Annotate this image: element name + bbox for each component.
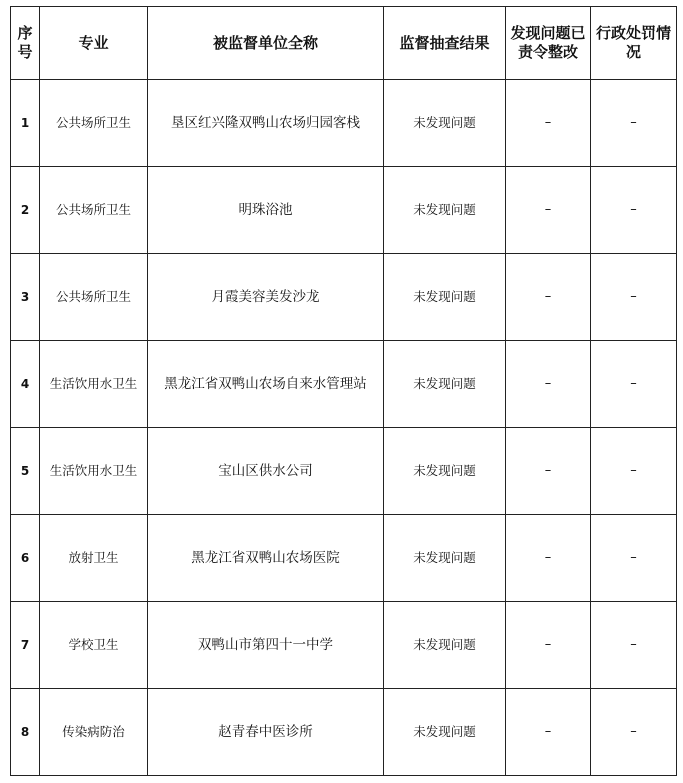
cell-unit: 赵青春中医诊所 <box>148 689 384 776</box>
table-row <box>11 167 677 254</box>
table-row <box>11 689 677 776</box>
cell-unit: 垦区红兴隆双鸭山农场归园客栈 <box>148 80 384 167</box>
cell-penalty: – <box>591 80 677 167</box>
cell-rectify: – <box>506 167 591 254</box>
header-penalty: 行政处罚情况 <box>591 7 677 80</box>
cell-specialty: 生活饮用水卫生 <box>40 341 148 428</box>
cell-penalty: – <box>591 602 677 689</box>
cell-penalty: – <box>591 515 677 602</box>
cell-penalty: – <box>591 167 677 254</box>
table-row <box>11 254 677 341</box>
cell-unit: 黑龙江省双鸭山农场自来水管理站 <box>148 341 384 428</box>
cell-specialty: 公共场所卫生 <box>40 254 148 341</box>
cell-result: 未发现问题 <box>384 515 506 602</box>
cell-unit: 月霞美容美发沙龙 <box>148 254 384 341</box>
cell-result: 未发现问题 <box>384 428 506 515</box>
table-row <box>11 80 677 167</box>
cell-result: 未发现问题 <box>384 689 506 776</box>
cell-result: 未发现问题 <box>384 341 506 428</box>
cell-unit: 双鸭山市第四十一中学 <box>148 602 384 689</box>
table-row <box>11 602 677 689</box>
table-row <box>11 428 677 515</box>
table-row <box>11 515 677 602</box>
cell-rectify: – <box>506 602 591 689</box>
header-unit: 被监督单位全称 <box>148 7 384 80</box>
cell-seq: 4 <box>11 341 40 428</box>
cell-specialty: 学校卫生 <box>40 602 148 689</box>
inspection-results-table <box>10 6 677 776</box>
cell-result: 未发现问题 <box>384 602 506 689</box>
cell-rectify: – <box>506 254 591 341</box>
cell-result: 未发现问题 <box>384 167 506 254</box>
cell-penalty: – <box>591 341 677 428</box>
cell-specialty: 放射卫生 <box>40 515 148 602</box>
cell-seq: 1 <box>11 80 40 167</box>
cell-rectify: – <box>506 428 591 515</box>
cell-seq: 5 <box>11 428 40 515</box>
table-header <box>11 7 677 80</box>
cell-rectify: – <box>506 689 591 776</box>
cell-specialty: 生活饮用水卫生 <box>40 428 148 515</box>
cell-seq: 7 <box>11 602 40 689</box>
header-seq: 序号 <box>11 7 40 80</box>
cell-seq: 3 <box>11 254 40 341</box>
cell-rectify: – <box>506 80 591 167</box>
header-result: 监督抽查结果 <box>384 7 506 80</box>
header-specialty: 专业 <box>40 7 148 80</box>
cell-specialty: 公共场所卫生 <box>40 167 148 254</box>
cell-unit: 明珠浴池 <box>148 167 384 254</box>
header-rectify: 发现问题已责令整改 <box>506 7 591 80</box>
cell-rectify: – <box>506 341 591 428</box>
cell-specialty: 公共场所卫生 <box>40 80 148 167</box>
inspection-results-sheet <box>10 6 677 776</box>
cell-seq: 6 <box>11 515 40 602</box>
cell-seq: 8 <box>11 689 40 776</box>
cell-penalty: – <box>591 254 677 341</box>
cell-rectify: – <box>506 515 591 602</box>
table-row <box>11 341 677 428</box>
cell-result: 未发现问题 <box>384 80 506 167</box>
cell-unit: 黑龙江省双鸭山农场医院 <box>148 515 384 602</box>
cell-penalty: – <box>591 689 677 776</box>
cell-specialty: 传染病防治 <box>40 689 148 776</box>
cell-seq: 2 <box>11 167 40 254</box>
header-row <box>11 7 677 80</box>
cell-result: 未发现问题 <box>384 254 506 341</box>
cell-penalty: – <box>591 428 677 515</box>
table-body <box>11 80 677 776</box>
cell-unit: 宝山区供水公司 <box>148 428 384 515</box>
